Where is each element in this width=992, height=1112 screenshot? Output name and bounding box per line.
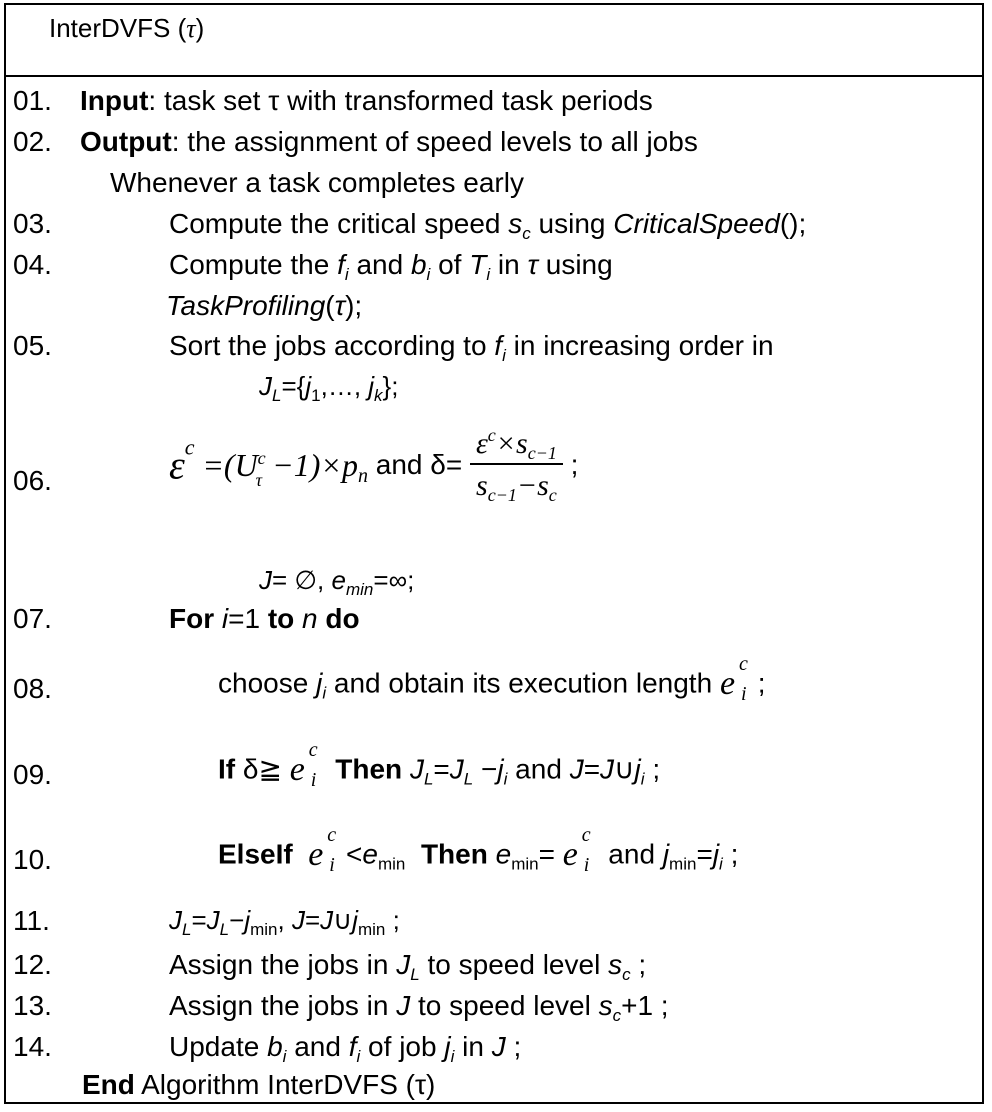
line-number: 07. <box>13 603 52 634</box>
line-04: Compute the $f_i$ and $b_i$ of $T_i$ in τ using <box>169 249 613 284</box>
line-10: ElseIf e c i $<e_{min}$ Then $e_{min}=$ e c i and $j_{min}=j_i$ ; <box>218 824 739 876</box>
line-03: Compute the critical speed $s_c$ using CriticalSpeed(); <box>169 208 807 243</box>
line-number: 14. <box>13 1031 52 1062</box>
line-number: 06. <box>13 465 52 496</box>
algorithm-title: InterDVFS (τ) <box>49 13 205 43</box>
line-09: If δ≧ e c i Then $J_L=J_L -j_i$ and $J=J\cup j_i$ ; <box>218 739 661 791</box>
line-number: 11. <box>13 905 50 936</box>
line-06-continued: J= ∅, $e_{min}=\infty$; <box>259 565 415 599</box>
end-algorithm: End Algorithm InterDVFS (τ) <box>82 1069 436 1100</box>
line-number: 08. <box>13 673 52 704</box>
line-number: 04. <box>13 249 52 280</box>
line-number: 03. <box>13 208 52 239</box>
line-number: 12. <box>13 949 52 980</box>
line-14: Update $b_i$ and $f_i$ of job $j_i$ in J ; <box>169 1031 522 1066</box>
algorithm-box <box>4 3 984 1104</box>
line-number: 13. <box>13 990 52 1021</box>
delta-fraction: $\frac{\varepsilon^c\times s_{c-1}}{s_{c-1}-s_c}$ <box>470 427 563 503</box>
line-01: Input: task set τ with transformed task periods <box>80 85 653 116</box>
line-number: 01. <box>13 85 52 116</box>
line-04-continued: TaskProfiling(τ); <box>166 290 363 321</box>
line-number: 05. <box>13 330 52 361</box>
line-11: $J_L=J_L-j_{min}$, $J=J\cup j_{min}$ ; <box>169 905 400 939</box>
line-07: For i=1 to n do <box>169 603 360 634</box>
e-i-c-symbol: e c i <box>289 739 318 791</box>
line-02-continued: Whenever a task completes early <box>110 167 524 198</box>
line-13: Assign the jobs in J to speed level $s_c+1$ ; <box>169 990 669 1025</box>
line-number: 10. <box>13 844 52 875</box>
e-i-c-symbol: e c i <box>308 824 337 876</box>
e-i-c-symbol: e c i <box>562 824 591 876</box>
e-i-c-symbol: e c i <box>719 653 748 705</box>
line-number: 09. <box>13 759 52 790</box>
line-08: choose $j_i$ and obtain its execution length e c i ; <box>218 653 766 705</box>
line-06: $\varepsilon^c =(U^c_\tau -1)\times p_n$ and δ= $\frac{\varepsilon^c\times s_{c-1}}{s_{c-1}-s_c}$ ; <box>169 425 579 505</box>
line-12: Assign the jobs in $J_L$ to speed level $s_c$ ; <box>169 949 647 984</box>
line-05-continued: $J_L=\{j_1,\dots$, $j_k$}; <box>259 371 399 405</box>
algorithm-title-bar <box>6 5 982 77</box>
line-05: Sort the jobs according to $f_i$ in increasing order in <box>169 330 774 365</box>
line-02: Output: the assignment of speed levels to all jobs <box>80 126 698 157</box>
line-number: 02. <box>13 126 52 157</box>
